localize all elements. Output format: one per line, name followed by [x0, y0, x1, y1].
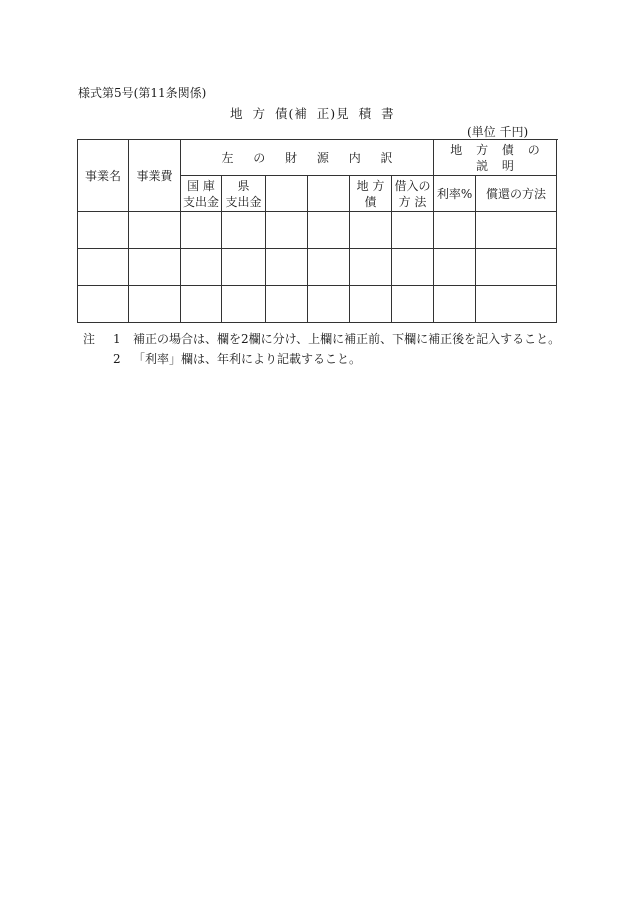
- table-cell[interactable]: [266, 212, 308, 249]
- notes: [83, 329, 560, 369]
- header-local-bond-line2: 債: [364, 194, 377, 209]
- header-funding-breakdown: 左 の 財 源 内 訳: [181, 140, 434, 176]
- form-label: 様式第5号(第11条関係): [78, 86, 207, 100]
- table-row: [78, 286, 557, 323]
- header-borrowing-method-line1: 借入の: [394, 178, 431, 193]
- table-cell[interactable]: [266, 286, 308, 323]
- table-cell[interactable]: [266, 249, 308, 286]
- table-cell[interactable]: [308, 286, 350, 323]
- header-borrowing-method: [392, 176, 434, 212]
- table-cell[interactable]: [476, 212, 557, 249]
- header-national-subsidy: [181, 176, 222, 212]
- note-number: 2: [113, 352, 121, 366]
- note-text: 補正の場合は、欄を2欄に分け、上欄に補正前、下欄に補正後を記入すること。: [133, 332, 561, 346]
- table-cell[interactable]: [222, 286, 266, 323]
- header-project-name: 事業名: [78, 140, 129, 212]
- table-row: [78, 249, 557, 286]
- header-local-bond-line1: 地 方: [356, 178, 385, 193]
- table-cell[interactable]: [222, 249, 266, 286]
- note-item: [83, 349, 560, 369]
- note-text: 「利率」欄は、年利により記載すること。: [133, 352, 362, 366]
- note-mark: [83, 349, 113, 369]
- estimate-table: [77, 139, 557, 323]
- table-cell[interactable]: [350, 212, 392, 249]
- header-prefecture-subsidy-line1: 県: [237, 178, 250, 193]
- header-interest-rate: 利率%: [434, 176, 476, 212]
- table-cell[interactable]: [476, 286, 557, 323]
- table-cell[interactable]: [350, 286, 392, 323]
- header-project-cost: 事業費: [129, 140, 181, 212]
- unit-label: (単位 千円): [467, 125, 529, 139]
- table-cell[interactable]: [392, 286, 434, 323]
- table-row: [78, 212, 557, 249]
- table-cell[interactable]: [434, 286, 476, 323]
- header-borrowing-method-line2: 方 法: [398, 194, 427, 209]
- table-cell[interactable]: [350, 249, 392, 286]
- table-cell[interactable]: [78, 286, 129, 323]
- header-national-subsidy-line2: 支出金: [182, 194, 219, 209]
- note-item: [83, 329, 560, 349]
- document-title: 地 方 債(補 正)見 積 書: [230, 106, 395, 121]
- table-cell[interactable]: [434, 212, 476, 249]
- table-cell[interactable]: [308, 212, 350, 249]
- table-cell[interactable]: [308, 249, 350, 286]
- header-blank-1: [266, 176, 308, 212]
- table-cell[interactable]: [129, 212, 181, 249]
- table-cell[interactable]: [181, 286, 222, 323]
- header-repayment-method: 償還の方法: [476, 176, 557, 212]
- header-bond-description: 地 方 債 の 説 明: [434, 140, 557, 176]
- note-mark: 注: [83, 332, 96, 346]
- table-cell[interactable]: [129, 286, 181, 323]
- header-prefecture-subsidy-line2: 支出金: [225, 194, 262, 209]
- note-number: 1: [113, 332, 121, 346]
- table-cell[interactable]: [129, 249, 181, 286]
- header-blank-2: [308, 176, 350, 212]
- table-cell[interactable]: [78, 249, 129, 286]
- table-cell[interactable]: [392, 249, 434, 286]
- table-cell[interactable]: [181, 212, 222, 249]
- table-cell[interactable]: [78, 212, 129, 249]
- header-local-bond: [350, 176, 392, 212]
- header-national-subsidy-line1: 国 庫: [187, 178, 215, 193]
- table-cell[interactable]: [476, 249, 557, 286]
- table-cell[interactable]: [434, 249, 476, 286]
- header-prefecture-subsidy: [222, 176, 266, 212]
- table-cell[interactable]: [181, 249, 222, 286]
- table-cell[interactable]: [222, 212, 266, 249]
- table-cell[interactable]: [392, 212, 434, 249]
